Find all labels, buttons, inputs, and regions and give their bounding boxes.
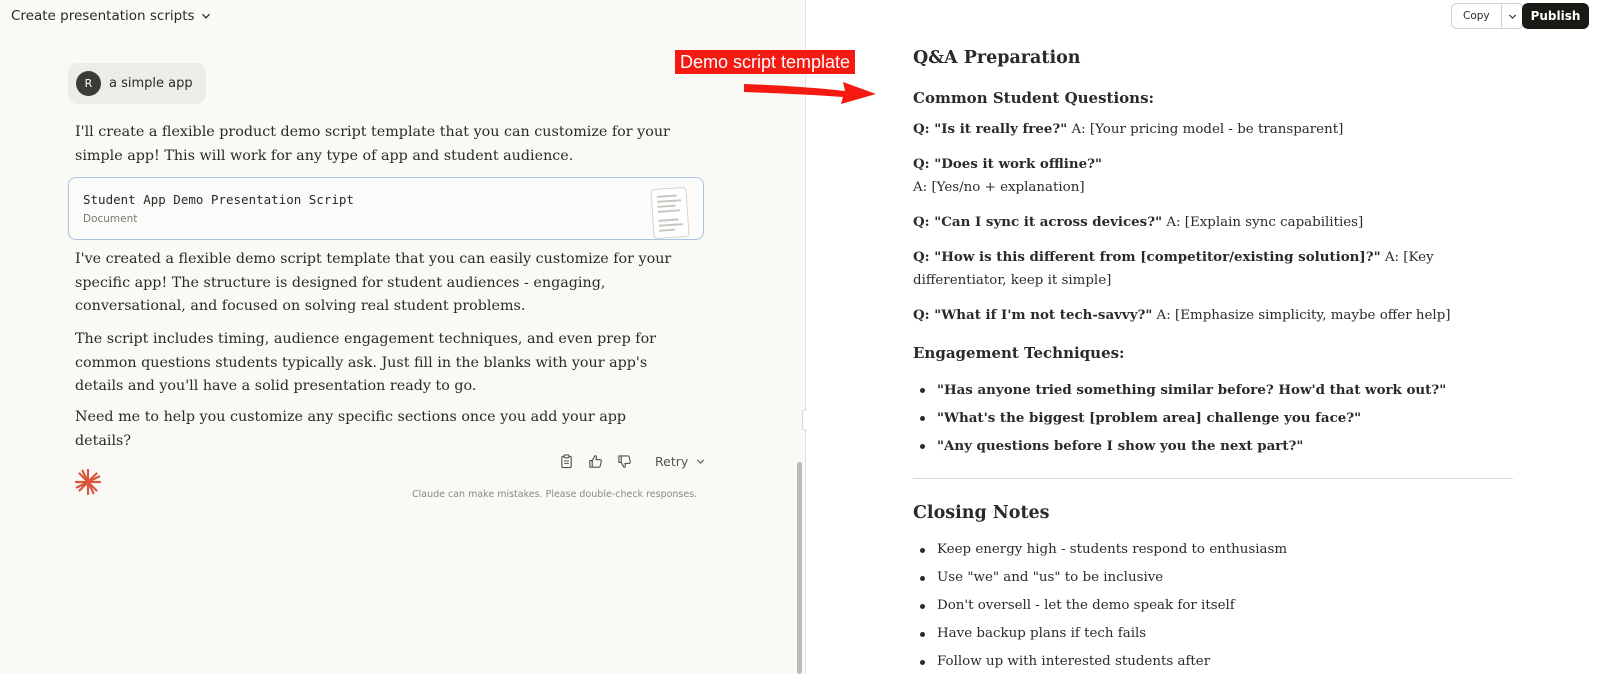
artifact-card[interactable] — [68, 177, 704, 240]
list-item: Have backup plans if tech fails — [937, 623, 1517, 645]
chevron-down-icon — [201, 11, 211, 21]
reply-paragraph: I've created a flexible demo script template that you can easily customize for your specific app! The structure is designed for student audiences - engaging, conversational, and focused on solving real student problems. — [75, 251, 672, 314]
thumbs-up-icon[interactable] — [587, 453, 604, 470]
chevron-down-icon — [696, 457, 705, 466]
answer: A: [Key differentiator, keep it simple] — [913, 250, 1434, 288]
retry-label: Retry — [655, 454, 689, 469]
qa-item — [913, 118, 1513, 141]
qa-item — [913, 153, 1513, 199]
closing-heading: Closing Notes — [913, 503, 1050, 523]
conversation-title: Create presentation scripts — [11, 8, 195, 24]
qa-heading: Q&A Preparation — [913, 48, 1081, 68]
reply-paragraph: The script includes timing, audience engagement techniques, and even prep for common questions students typically ask. Just fill in the blanks with your app's details and you'll have a solid presentation ready to go. — [75, 331, 657, 394]
annotation-arrow-icon — [740, 72, 880, 106]
divider — [913, 478, 1513, 479]
list-item: "Has anyone tried something similar before? How'd that work out?" — [937, 379, 1517, 401]
user-message-text: a simple app — [109, 76, 193, 91]
answer: A: [Emphasize simplicity, maybe offer help] — [1152, 308, 1451, 323]
engagement-heading: Engagement Techniques: — [913, 344, 1125, 362]
claude-logo-icon — [73, 467, 103, 497]
question: Q: "Can I sync it across devices?" — [913, 214, 1163, 230]
thumbs-down-icon[interactable] — [616, 453, 633, 470]
artifact-type: Document — [83, 213, 138, 225]
list-item: "Any questions before I show you the next part?" — [937, 435, 1517, 457]
common-questions-heading: Common Student Questions: — [913, 89, 1155, 107]
document-thumbnail-icon — [650, 187, 689, 239]
copy-button[interactable]: Copy — [1463, 10, 1490, 22]
copy-options-button[interactable] — [1501, 4, 1523, 28]
scrollbar[interactable] — [797, 462, 802, 674]
publish-button[interactable]: Publish — [1522, 3, 1589, 29]
answer: A: [Explain sync capabilities] — [1162, 215, 1364, 230]
annotation-label: Demo script template — [675, 50, 855, 74]
question: Q: "Does it work offline?" — [913, 156, 1102, 172]
list-item: Use "we" and "us" to be inclusive — [937, 567, 1517, 589]
qa-item — [913, 246, 1513, 292]
reply-intro: I'll create a flexible product demo script template that you can customize for your simple app! This will work for any type of app and student audience. — [75, 124, 670, 164]
reply-paragraph: Need me to help you customize any specific sections once you add your app details? — [75, 409, 627, 449]
list-item: Don't oversell - let the demo speak for itself — [937, 595, 1517, 617]
list-item: Keep energy high - students respond to enthusiasm — [937, 539, 1517, 561]
conversation-title-menu[interactable] — [11, 8, 211, 24]
question: Q: "How is this different from [competitor/existing solution]?" — [913, 249, 1381, 265]
chevron-down-icon — [1508, 12, 1517, 21]
artifact-title: Student App Demo Presentation Script — [83, 192, 354, 207]
copy-icon[interactable] — [558, 453, 575, 470]
copy-button-group — [1451, 3, 1524, 29]
qa-item — [913, 211, 1513, 234]
user-message — [68, 63, 206, 104]
answer: A: [Yes/no + explanation] — [913, 180, 1085, 195]
avatar: R — [76, 71, 101, 96]
question: Q: "Is it really free?" — [913, 121, 1068, 137]
list-item: Follow up with interested students after — [937, 651, 1517, 673]
list-item: "What's the biggest [problem area] challenge you face?" — [937, 407, 1517, 429]
message-actions — [558, 453, 705, 470]
qa-item — [913, 304, 1513, 327]
disclaimer: Claude can make mistakes. Please double-check responses. — [412, 489, 698, 500]
answer: A: [Your pricing model - be transparent] — [1067, 122, 1344, 137]
retry-button[interactable] — [655, 454, 705, 469]
question: Q: "What if I'm not tech-savvy?" — [913, 307, 1153, 323]
